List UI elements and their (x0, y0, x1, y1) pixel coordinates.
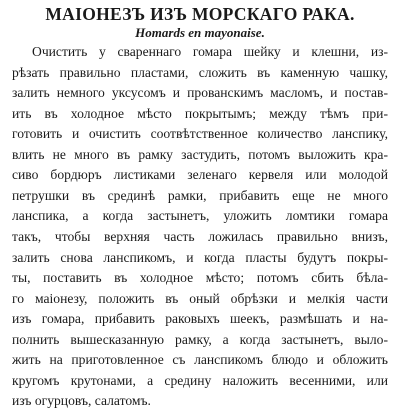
text-line: Очистить у свареннаго гомара шейку и клешни, из- (32, 44, 388, 59)
text-line: го маіонезу, положить въ оный обрѣзки и мелкія части (12, 290, 388, 306)
text-line: изъ гомара, прибавить раковыхъ шеекъ, размѣшать и на- (12, 311, 388, 327)
text-line: изъ огурцовъ, салатомъ. (12, 393, 151, 409)
text-line: ить въ холодное мѣсто покрытымъ; между тѣмъ при- (12, 105, 388, 121)
text-line: рѣзать правильно пластами, сложить въ каменную чашку, (12, 64, 388, 80)
text-line: кругомъ крутонами, а средину наложить весенними, или (12, 372, 388, 388)
text-line: готовить и очистить соотвѣтственное количество ланспику, (12, 126, 388, 142)
text-line: ланспика, а когда застынетъ, уложить ломтики гомара (12, 208, 388, 224)
text-line: залить немного уксусомъ и прованскимъ масломъ, и постав- (12, 85, 388, 101)
text-line: влить не много въ рамку застудить, потомъ выложить кра- (12, 146, 388, 162)
text-line: такъ, чтобы верхняя часть ложилась правильно внизъ, (12, 229, 388, 244)
text-line: сиво бордюръ листиками зеленаго кервеля или молодой (12, 167, 388, 183)
text-line: ты, поставить въ холодное мѣсто; потомъ сбить бѣла- (12, 270, 388, 286)
recipe-title: МАІОНЕЗЪ ИЗЪ МОРСКАГО РАКА. (45, 4, 355, 24)
text-line: петрушки въ срединѣ рамки, прибавить еще не много (12, 187, 388, 203)
recipe-subtitle: Homards en mayonaise. (135, 25, 265, 40)
text-line: жить на приготовленное съ ланспикомъ блюдо и обложить (12, 352, 388, 368)
text-line: залить снова ланспикомъ, и когда пласты будутъ покры- (12, 249, 388, 265)
text-line: полнить вышесказанную рамку, а когда застынетъ, выло- (12, 331, 388, 347)
